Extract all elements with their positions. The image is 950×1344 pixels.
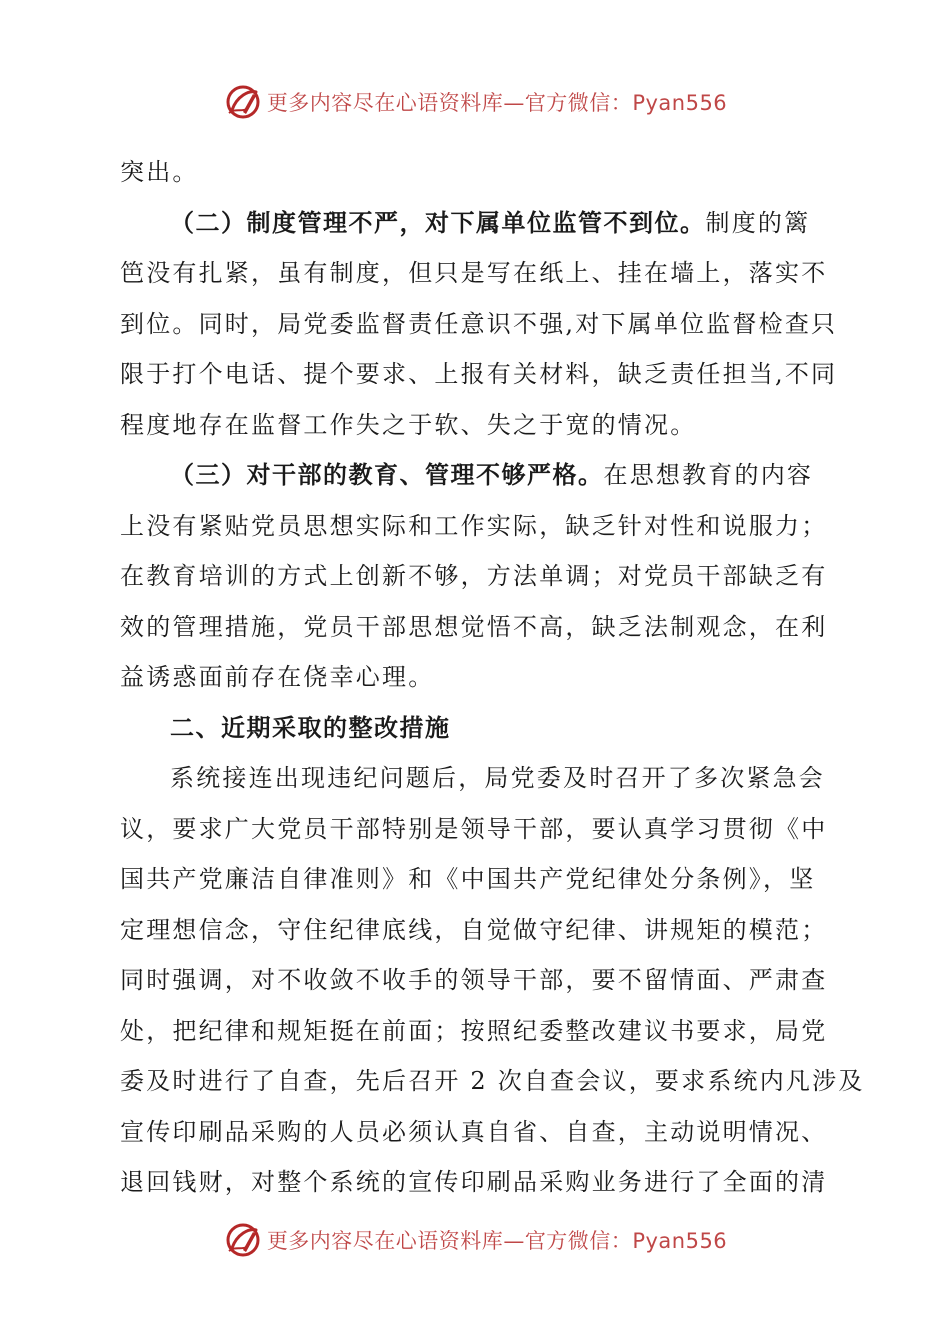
text-line: 宣传印刷品采购的人员必须认真自省、自查，主动说明情况、 [120, 1117, 828, 1146]
text-line: 退回钱财，对整个系统的宣传印刷品采购业务进行了全面的清 [120, 1168, 828, 1196]
document-body [120, 147, 865, 1208]
text-line: 限于打个电话、提个要求、上报有关材料，缺乏责任担当,不同 [120, 360, 838, 388]
text-line: 笆没有扎紧，虽有制度，但只是写在纸上、挂在墙上，落实不 [120, 259, 828, 287]
section-heading: 二、近期采取的整改措施 [170, 713, 451, 742]
text-line: 国共产党廉洁自律准则》和《中国共产党纪律处分条例》，坚 [120, 865, 816, 893]
text-line: 议，要求广大党员干部特别是领导干部，要认真学习贯彻《中 [120, 814, 828, 843]
footer-watermark [0, 1218, 950, 1262]
text-line: 处，把纪律和规矩挺在前面；按照纪委整改建议书要求，局党 [120, 1016, 828, 1045]
watermark-text: 更多内容尽在心语资料库—官方微信：Pyan556 [266, 1229, 728, 1253]
text-line: 益诱惑面前存在侥幸心理。 [120, 663, 435, 691]
text-line: 系统接连出现违纪问题后，局党委及时召开了多次紧急会 [170, 764, 825, 792]
text-line: 上没有紧贴党员思想实际和工作实际，缺乏针对性和说服力； [120, 511, 828, 540]
subheading-3: （三）对干部的教育、管理不够严格。 [170, 461, 604, 489]
pen-swirl-logo-icon [223, 1220, 263, 1260]
text-line: 效的管理措施，党员干部思想觉悟不高，缺乏法制观念，在利 [120, 612, 828, 641]
text-line: 突出。 [120, 158, 199, 186]
text-line: 在教育培训的方式上创新不够，方法单调；对党员干部缺乏有 [120, 562, 828, 590]
watermark-text: 更多内容尽在心语资料库—官方微信：Pyan556 [266, 91, 728, 115]
pen-swirl-logo-icon [223, 82, 263, 122]
subheading-2: （二）制度管理不严，对下属单位监管不到位。 [170, 208, 706, 237]
text-line: 到位。同时，局党委监督责任意识不强,对下属单位监督检查只 [120, 309, 838, 338]
paragraph-2-first-line: （二）制度管理不严，对下属单位监管不到位。制度的篱 [170, 208, 811, 237]
header-watermark [0, 80, 950, 124]
text-line: 同时强调，对不收敛不收手的领导干部，要不留情面、严肃查 [120, 966, 828, 994]
paragraph-3-first-line: （三）对干部的教育、管理不够严格。在思想教育的内容 [170, 461, 814, 489]
text-line: 委及时进行了自查，先后召开 2 次自查会议，要求系统内凡涉及 [120, 1067, 865, 1095]
text-line: 程度地存在监督工作失之于软、失之于宽的情况。 [120, 410, 697, 439]
text-line: 定理想信念，守住纪律底线，自觉做守纪律、讲规矩的模范； [120, 915, 828, 944]
